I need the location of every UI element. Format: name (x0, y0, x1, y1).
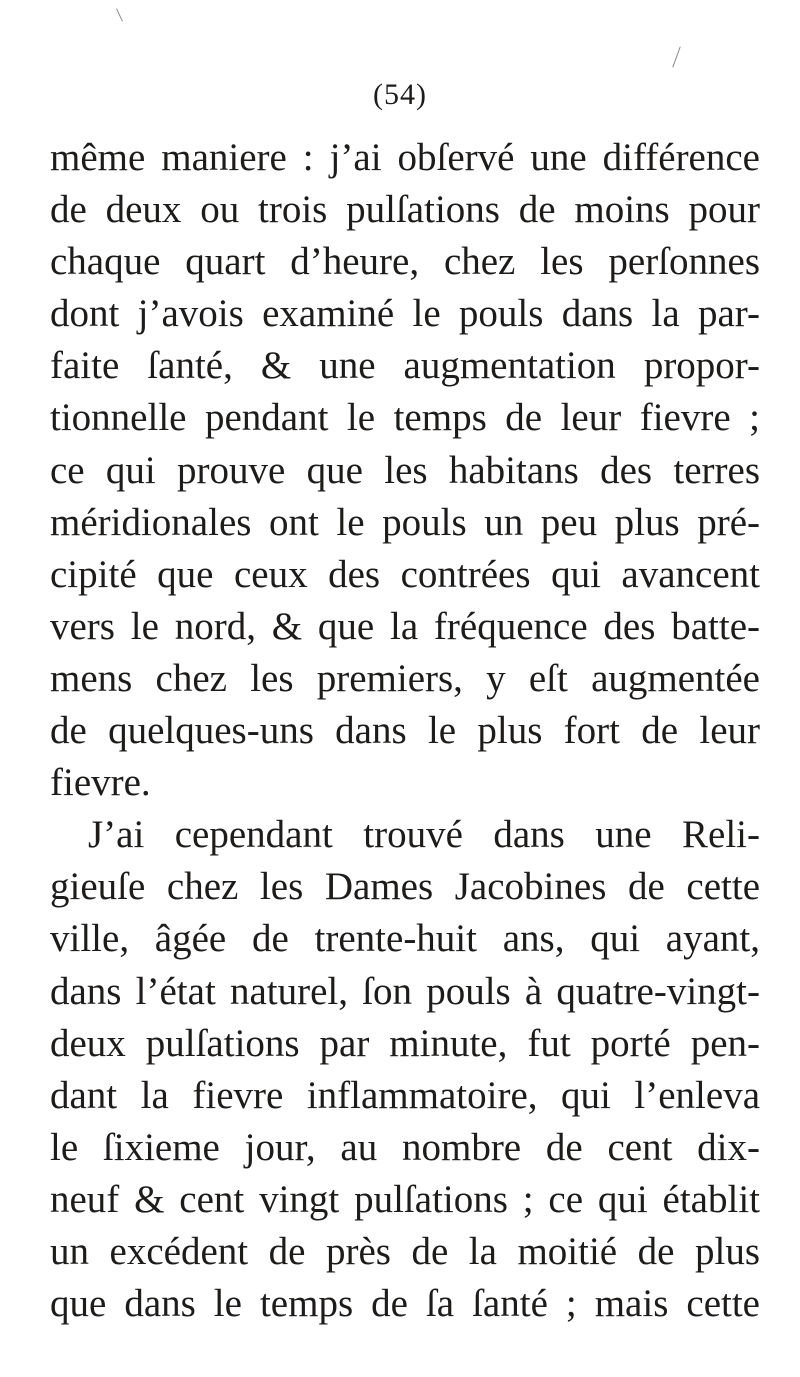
paper-mark (116, 8, 123, 21)
text-line: même maniere : j’ai obſervé une différence (50, 136, 760, 179)
text-line: mens chez les premiers, y eſt augmentée (50, 656, 760, 700)
text-line: ce qui prouve que les habitans des terres (50, 448, 760, 492)
text-line: de quelques-uns dans le plus fort de leur (50, 709, 760, 753)
text-line: gieuſe chez les Dames Jacobines de cette (50, 865, 760, 909)
text-line: de deux ou trois pulſations de moins pour (50, 188, 760, 232)
text-line: faite ſanté, & une augmentation propor- (50, 344, 760, 388)
text-line: deux pulſations par minute, fut porté pen- (50, 1021, 760, 1065)
text-line: tionnelle pendant le temps de leur fievre ; (50, 396, 760, 440)
text-line: dans l’état naturel, ſon pouls à quatre-vingt- (50, 969, 760, 1013)
text-line: le ſixieme jour, au nombre de cent dix- (50, 1125, 760, 1169)
text-line: dant la fievre inflammatoire, qui l’enleva (50, 1073, 760, 1117)
text-line: neuf & cent vingt pulſations ; ce qui établit (50, 1177, 760, 1221)
text-line: cipité que ceux des contrées qui avancent (50, 552, 760, 596)
text-line: vers le nord, & que la fréquence des batte- (50, 604, 760, 648)
page-number: (54) (373, 78, 427, 111)
paper-mark (672, 46, 680, 67)
text-line: dont j’avois examiné le pouls dans la par- (50, 292, 760, 336)
text-line: un excédent de près de la moitié de plus (50, 1229, 760, 1273)
paragraph-end-line: fievre. (50, 761, 151, 805)
text-line: que dans le temps de ſa ſanté ; mais cette (50, 1282, 760, 1326)
text-line: chaque quart d’heure, chez les perſonnes (50, 240, 760, 284)
paragraph-start-line: J’ai cependant trouvé dans une Reli- (88, 813, 760, 857)
text-line: ville, âgée de trente-huit ans, qui ayant, (50, 917, 760, 961)
body-text (50, 132, 760, 1330)
text-line: méridionales ont le pouls un peu plus pré- (50, 500, 760, 544)
